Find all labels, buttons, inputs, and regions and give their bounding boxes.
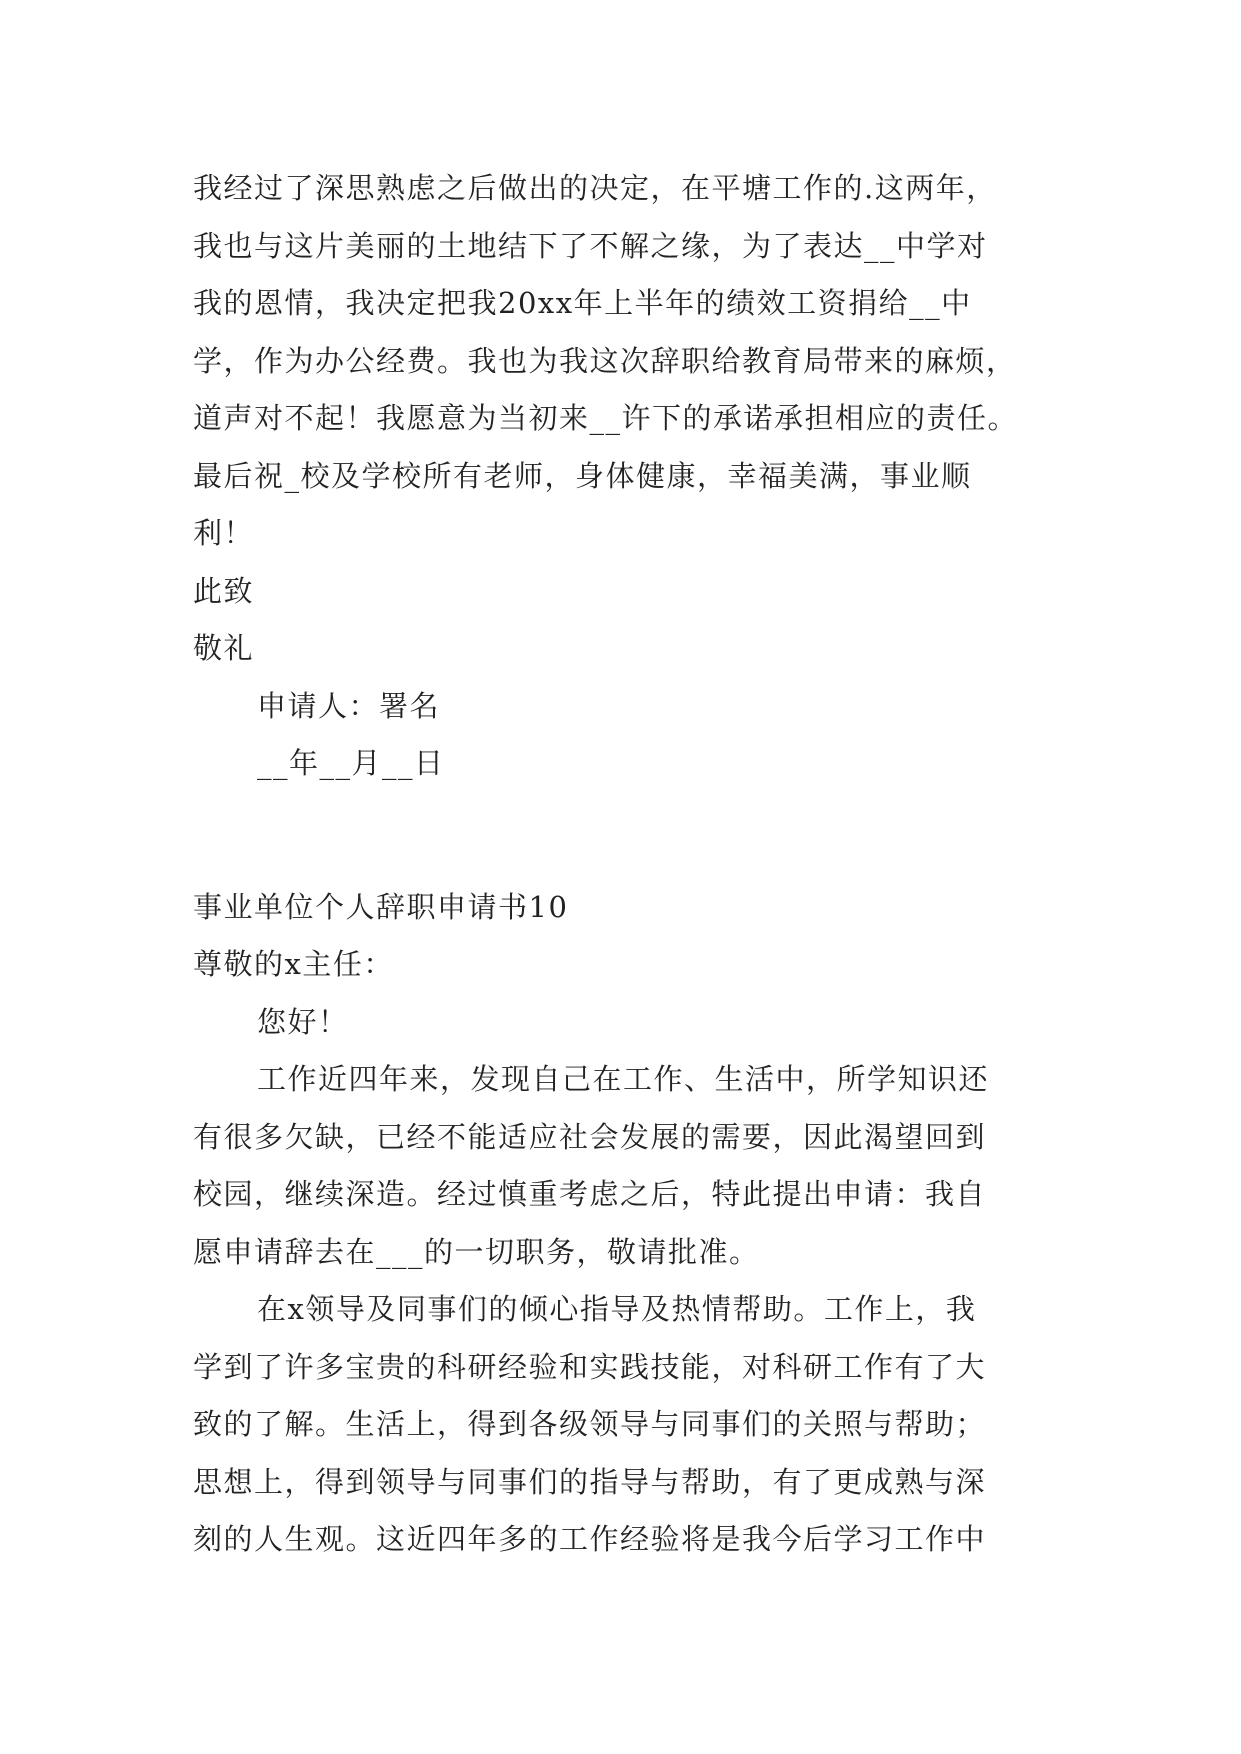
text-line: 致的了解。生活上，得到各级领导与同事们的关照与帮助； (193, 1407, 987, 1441)
date-line: __年__月__日 (257, 746, 445, 780)
text-line: 工作近四年来，发现自己在工作、生活中，所学知识还 (257, 1062, 990, 1096)
paragraph-1 (193, 1051, 1053, 1281)
signature-line: 申请人：署名 (257, 688, 441, 723)
section-gap (193, 793, 1053, 879)
text-line: 刻的人生观。这近四年多的工作经验将是我今后学习工作中 (193, 1522, 987, 1556)
section-title: 事业单位个人辞职申请书10 (193, 889, 569, 924)
greeting: 您好！ (257, 1004, 349, 1039)
salutation: 尊敬的x主任： (193, 947, 394, 981)
closing-salute: 敬礼 (193, 631, 255, 665)
text-line: 利！ (193, 516, 255, 550)
text-line: 愿申请辞去在___的一切职务，敬请批准。 (193, 1234, 760, 1269)
paragraph-2 (193, 1281, 1053, 1569)
paragraph-continuation (193, 160, 1053, 563)
text-line: 有很多欠缺，已经不能适应社会发展的需要，因此渴望回到 (193, 1119, 987, 1154)
text-line: 我经过了深思熟虑之后做出的决定，在平塘工作的.这两年， (193, 171, 997, 205)
text-line: 学到了许多宝贵的科研经验和实践技能，对科研工作有了大 (193, 1349, 987, 1384)
document-page (193, 160, 1053, 1569)
text-line: 道声对不起！我愿意为当初来__许下的承诺承担相应的责任。 (193, 401, 1019, 435)
closing-greeting: 此致 (193, 573, 255, 608)
text-line: 校园，继续深造。经过慎重考虑之后，特此提出申请：我自 (193, 1177, 987, 1211)
text-line: 在x领导及同事们的倾心指导及热情帮助。工作上，我 (257, 1292, 977, 1326)
text-line: 我的恩情，我决定把我20xx年上半年的绩效工资捐给__中 (193, 286, 972, 320)
text-line: 我也与这片美丽的土地结下了不解之缘，为了表达__中学对 (193, 228, 988, 263)
text-line: 思想上，得到领导与同事们的指导与帮助，有了更成熟与深 (193, 1464, 987, 1499)
text-line: 学，作为办公经费。我也为我这次辞职给教育局带来的麻烦， (193, 343, 1017, 378)
text-line: 最后祝_校及学校所有老师，身体健康，幸福美满，事业顺 (193, 458, 972, 493)
